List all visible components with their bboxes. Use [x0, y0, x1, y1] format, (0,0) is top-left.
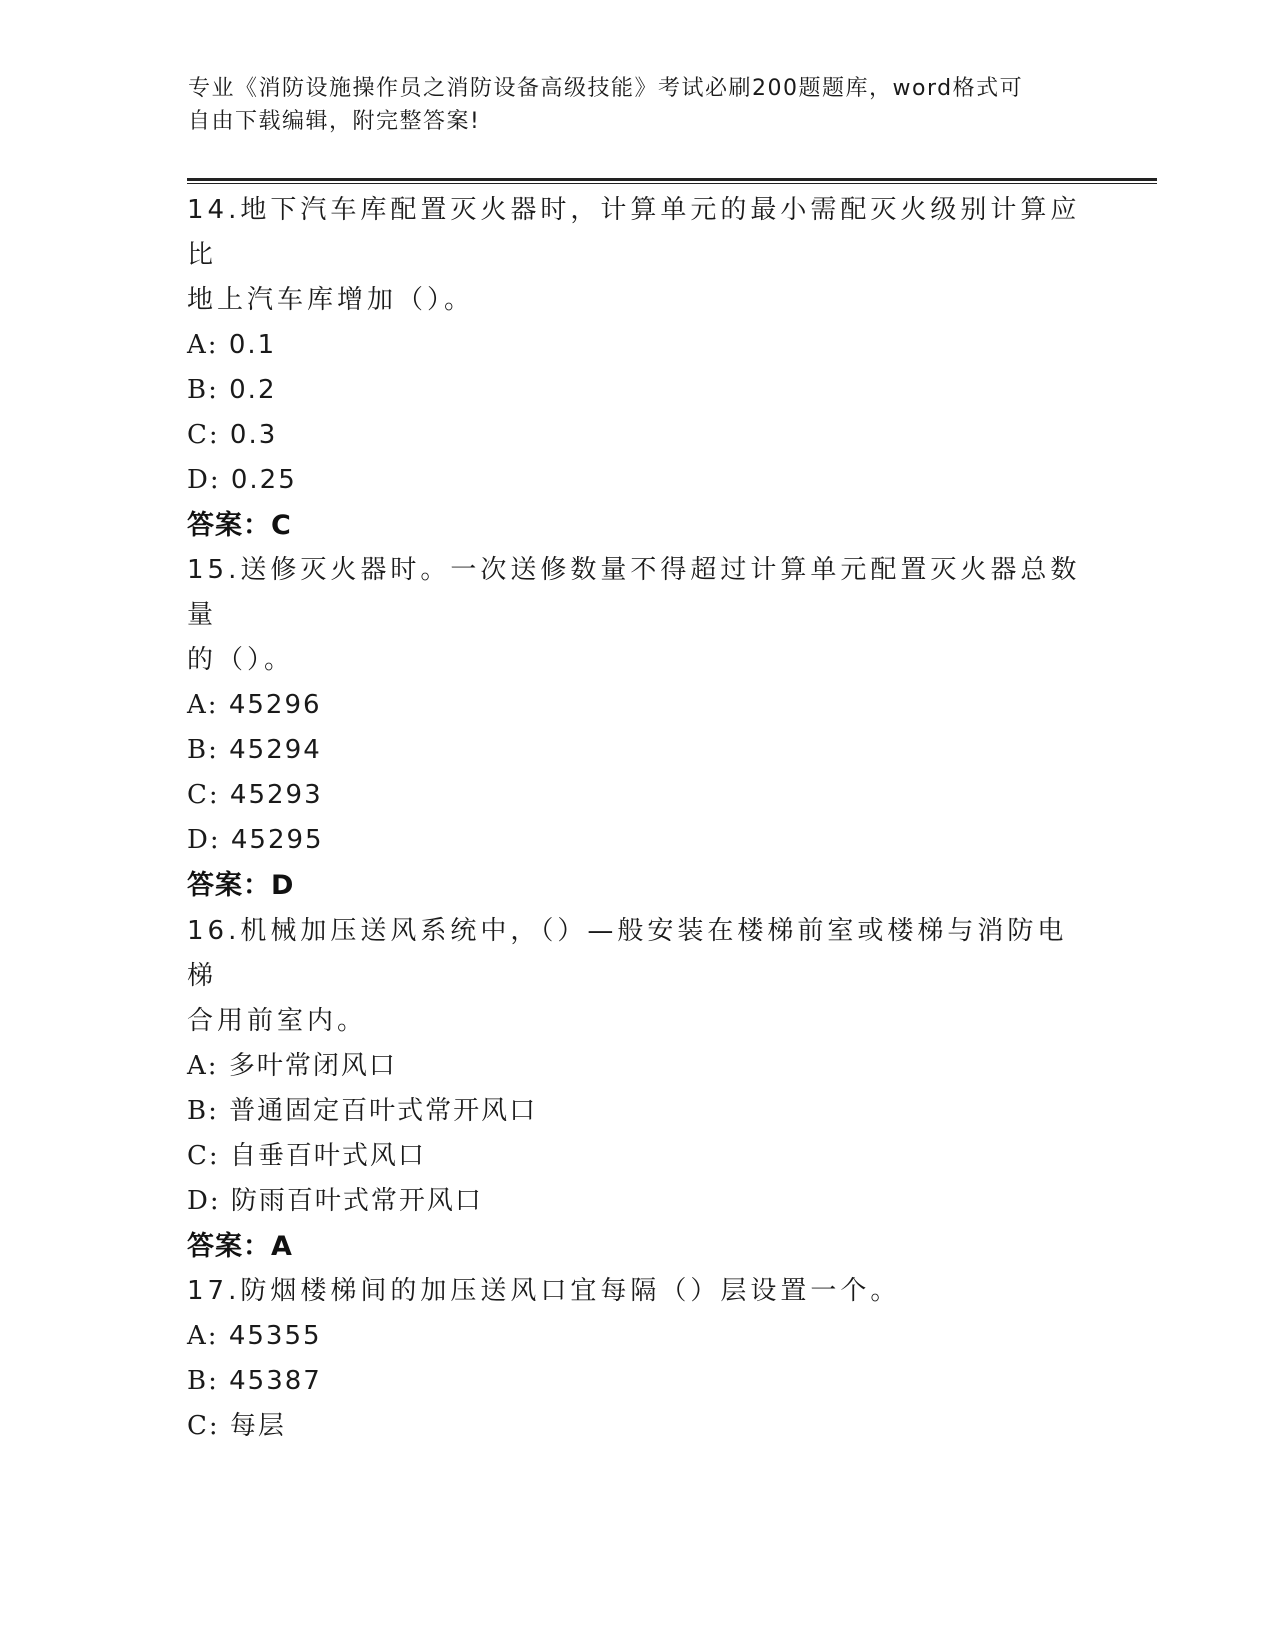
option-d [187, 818, 1087, 863]
option-b [187, 1089, 1087, 1134]
option-a [187, 683, 1087, 728]
option-letter: A: [187, 690, 219, 720]
option-letter: D: [187, 825, 221, 855]
header-divider-thick [187, 178, 1157, 181]
option-text: 45355 [228, 1321, 322, 1351]
option-letter: C: [187, 1411, 220, 1441]
answer-line: 答案：C [187, 510, 292, 541]
option-text: 0.3 [229, 420, 278, 450]
option-a [187, 1044, 1087, 1089]
option-d [187, 1179, 1087, 1224]
header-divider-thin [187, 183, 1157, 184]
option-text: 45296 [228, 690, 322, 720]
question-15 [187, 548, 1087, 908]
option-letter: C: [187, 1141, 220, 1171]
option-c [187, 413, 1087, 458]
question-17 [187, 1269, 1087, 1449]
question-stem-line-2: 地上汽车库增加（）。 [187, 285, 475, 315]
option-text: 0.2 [229, 375, 277, 405]
option-c [187, 773, 1087, 818]
option-text: 防雨百叶式常开风口 [230, 1186, 483, 1216]
option-a [187, 323, 1087, 368]
option-d [187, 458, 1087, 503]
question-stem-line-1: 14.地下汽车库配置灭火器时，计算单元的最小需配灭火级别计算应比 [187, 195, 1081, 270]
option-letter: B: [187, 375, 219, 405]
option-letter: A: [187, 330, 219, 360]
header-line-1: 专业《消防设施操作员之消防设备高级技能》考试必刷200题题库，word格式可 [188, 76, 1024, 101]
option-text: 45295 [230, 825, 324, 855]
option-letter: A: [187, 1321, 219, 1351]
option-text: 自垂百叶式风口 [229, 1141, 426, 1171]
option-text: 0.25 [230, 465, 297, 495]
option-text: 45387 [229, 1366, 322, 1396]
option-letter: B: [187, 1096, 219, 1126]
question-14 [187, 188, 1087, 548]
option-letter: C: [187, 780, 220, 810]
option-text: 每层 [229, 1411, 286, 1441]
option-b [187, 1359, 1087, 1404]
question-16 [187, 909, 1087, 1269]
option-letter: D: [187, 1186, 221, 1216]
option-letter: B: [187, 735, 219, 765]
question-stem-line-2: 合用前室内。 [187, 1006, 368, 1036]
question-stem-line-2: 的（）。 [187, 645, 295, 675]
option-c [187, 1134, 1087, 1179]
option-b [187, 368, 1087, 413]
option-letter: C: [187, 420, 220, 450]
option-c [187, 1404, 1087, 1449]
header-line-2: 自由下载编辑，附完整答案! [188, 109, 481, 134]
option-letter: B: [187, 1366, 219, 1396]
option-b [187, 728, 1087, 773]
answer-line: 答案：D [187, 870, 295, 901]
question-stem-line-1: 16.机械加压送风系统中，（）—般安装在楼梯前室或楼梯与消防电梯 [187, 916, 1068, 991]
option-letter: D: [187, 465, 221, 495]
option-text: 多叶常闭风口 [228, 1051, 397, 1081]
option-letter: A: [187, 1051, 219, 1081]
answer-line: 答案：A [187, 1231, 293, 1262]
document-header [188, 72, 1088, 138]
option-text: 普通固定百叶式常开风口 [229, 1096, 538, 1126]
question-stem-line-1: 15.送修灭火器时。一次送修数量不得超过计算单元配置灭火器总数量 [187, 555, 1081, 630]
option-text: 45294 [229, 735, 322, 765]
option-text: 45293 [229, 780, 323, 810]
option-a [187, 1314, 1087, 1359]
option-text: 0.1 [228, 330, 277, 360]
question-stem-line-1: 17.防烟楼梯间的加压送风口宜每隔（）层设置一个。 [187, 1276, 901, 1306]
